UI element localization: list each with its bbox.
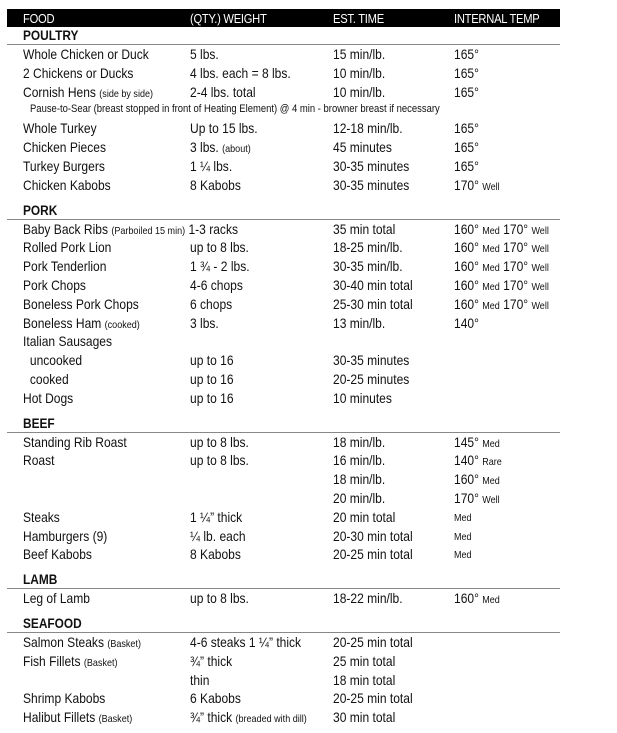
table-row: Shrimp Kabobs 6 Kabobs 20-25 min total	[23, 690, 413, 707]
table-row: Cornish Hens (side by side) 2-4 lbs. total 10 min/lb. 165°	[23, 83, 479, 100]
header-weight: (QTY.) WEIGHT	[190, 11, 267, 26]
table-row: Baby Back Ribs (Parboiled 15 min) 1-3 racks 35 min total 160° Med 170° Well	[23, 220, 549, 237]
table-row: Chicken Pieces 3 lbs. (about) 45 minutes 165°	[23, 139, 479, 156]
section-lamb: LAMB	[7, 571, 560, 589]
section-pork: PORK	[7, 202, 560, 220]
table-row: Chicken Kabobs 8 Kabobs 30-35 minutes 170° Well	[23, 176, 500, 193]
table-row: Standing Rib Roast up to 8 lbs. 18 min/lb. 145° Med	[23, 433, 500, 450]
header-temp: INTERNAL TEMP	[454, 11, 540, 26]
table-row: Hot Dogs up to 16 10 minutes	[23, 389, 392, 406]
table-row: Leg of Lamb up to 8 lbs. 18-22 min/lb. 160° Med	[23, 590, 500, 607]
table-row: Salmon Steaks (Basket) 4-6 steaks 1 ¼” thick 20-25 min total	[23, 633, 413, 650]
table-row: Whole Chicken or Duck 5 lbs. 15 min/lb. 165°	[23, 46, 479, 62]
table-row: Steaks 1 ¼” thick 20 min total Med	[23, 508, 472, 525]
table-row: 20 min/lb. 170° Well	[333, 489, 500, 506]
table-row: Halibut Fillets (Basket) ¾” thick (breaded with dill) 30 min total	[23, 709, 396, 726]
table-row: Boneless Ham (cooked) 3 lbs. 13 min/lb. 140°	[23, 314, 479, 331]
table-row: thin 18 min total	[190, 671, 396, 688]
header-food: FOOD	[23, 11, 55, 26]
table-row: Rolled Pork Lion up to 8 lbs. 18-25 min/lb. 160° Med 170° Well	[23, 239, 549, 256]
table-row: Turkey Burgers 1 ¼ lbs. 30-35 minutes 165°	[23, 157, 479, 174]
pause-to-sear-note: Pause-to-Sear (breast stopped in front of Heating Element) @ 4 min - browner breast if necessary	[30, 103, 440, 116]
table-row: Boneless Pork Chops 6 chops 25-30 min total 160° Med 170° Well	[23, 295, 549, 312]
table-row: Beef Kabobs 8 Kabobs 20-25 min total Med	[23, 546, 472, 563]
cooking-chart	[7, 9, 560, 727]
table-row: Whole Turkey Up to 15 lbs. 12-18 min/lb. 165°	[23, 120, 479, 137]
section-poultry: POULTRY	[7, 27, 560, 45]
table-row: Fish Fillets (Basket) ¾” thick 25 min total	[23, 652, 396, 669]
table-header	[7, 9, 560, 27]
section-seafood: SEAFOOD	[7, 615, 560, 633]
table-row: Roast up to 8 lbs. 16 min/lb. 140° Rare	[23, 452, 502, 469]
table-row: Pork Chops 4-6 chops 30-40 min total 160° Med 170° Well	[23, 276, 549, 293]
table-row: Italian Sausages	[23, 333, 113, 350]
table-row: Pork Tenderlion 1 ¾ - 2 lbs. 30-35 min/lb. 160° Med 170° Well	[23, 258, 549, 275]
table-row: Hamburgers (9) ¼ lb. each 20-30 min total Med	[23, 527, 472, 544]
table-row: uncooked up to 16 30-35 minutes	[29, 352, 410, 369]
section-beef: BEEF	[7, 415, 560, 433]
table-row: 2 Chickens or Ducks 4 lbs. each = 8 lbs. 10 min/lb. 165°	[23, 64, 479, 81]
table-row: 18 min/lb. 160° Med	[333, 471, 500, 488]
table-row: cooked up to 16 20-25 minutes	[29, 370, 410, 387]
header-time: EST. TIME	[333, 11, 384, 26]
